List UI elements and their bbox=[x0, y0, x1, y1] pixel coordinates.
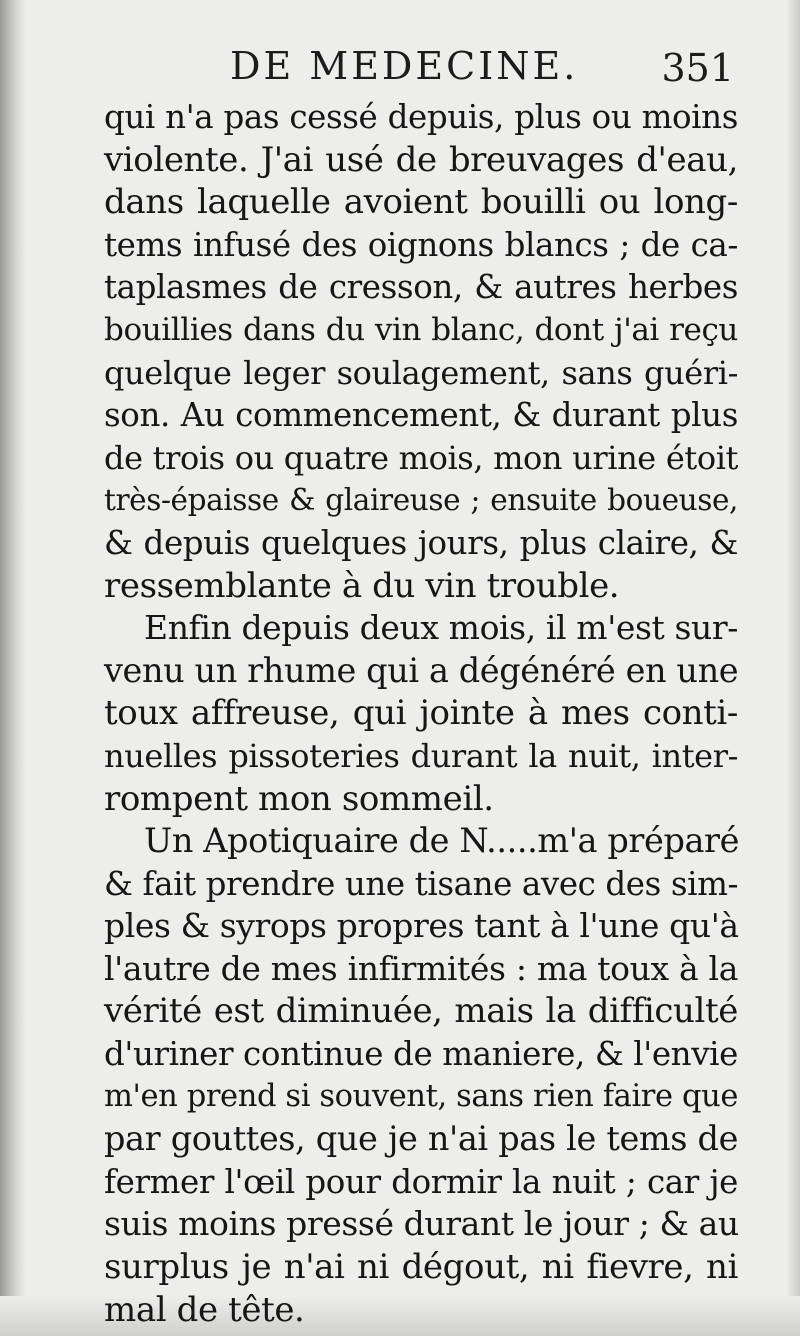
text-line: fermer l'œil pour dormir la nuit ; car je bbox=[104, 1162, 738, 1201]
text-line: nuelles pissoteries durant la nuit, inter- bbox=[104, 736, 738, 775]
text-line: Un Apotiquaire de N.....m'a préparé bbox=[144, 821, 740, 861]
page-right-edge bbox=[786, 0, 800, 1336]
page-gutter-shadow bbox=[0, 0, 26, 1336]
text-line: & fait prendre une tisane avec des sim- bbox=[104, 864, 739, 903]
text-line: surplus je n'ai ni dégout, ni fievre, ni bbox=[104, 1247, 738, 1288]
text-line: l'autre de mes infirmités : ma toux à la bbox=[104, 948, 738, 988]
text-line: par gouttes, que je n'ai pas le tems de bbox=[104, 1119, 738, 1159]
running-head bbox=[100, 40, 740, 100]
text-line: qui n'a pas cessé depuis, plus ou moins bbox=[104, 98, 738, 136]
text-line: Enfin depuis deux mois, il m'est sur- bbox=[144, 608, 738, 648]
text-line: taplasmes de cresson, & autres herbes bbox=[104, 268, 738, 307]
text-line: quelque leger soulagement, sans guéri- bbox=[104, 353, 738, 392]
page-number: 351 bbox=[661, 46, 734, 90]
text-line: & depuis quelques jours, plus claire, & bbox=[104, 523, 738, 562]
text-line: dans laquelle avoient bouilli ou long- bbox=[104, 182, 738, 223]
text-line: très-épaisse & glaireuse ; ensuite boueuse, bbox=[104, 483, 738, 518]
text-line: toux affreuse, qui jointe à mes conti- bbox=[104, 693, 738, 734]
text-line: d'uriner continue de maniere, & l'envie bbox=[104, 1035, 738, 1074]
text-line: son. Au commencement, & durant plus bbox=[104, 396, 738, 435]
text-line: bouillies dans du vin blanc, dont j'ai reçu bbox=[104, 311, 738, 348]
text-line: de trois ou quatre mois, mon urine étoit bbox=[104, 438, 738, 477]
text-line: rompent mon sommeil. bbox=[104, 778, 494, 819]
running-head-title: DE MEDECINE. bbox=[230, 44, 579, 88]
text-line: suis moins pressé durant le jour ; & au bbox=[104, 1204, 739, 1244]
paragraph-1 bbox=[104, 96, 738, 607]
body-text bbox=[104, 96, 738, 1331]
text-line: ressemblante à du vin trouble. bbox=[104, 565, 620, 606]
text-line: venu un rhume qui a dégénéré en une bbox=[104, 650, 739, 690]
paragraph-3 bbox=[104, 820, 738, 1331]
paragraph-2 bbox=[104, 607, 738, 820]
text-line: mal de tête. bbox=[104, 1289, 305, 1330]
text-line: m'en prend si souvent, sans rien faire que bbox=[104, 1078, 738, 1114]
text-line: violente. J'ai usé de breuvages d'eau, bbox=[104, 139, 738, 180]
text-line: ples & syrops propres tant à l'une qu'à bbox=[104, 906, 739, 946]
text-line: tems infusé des oignons blancs ; de ca- bbox=[104, 225, 738, 264]
text-line: vérité est diminuée, mais la difficulté bbox=[104, 991, 738, 1032]
